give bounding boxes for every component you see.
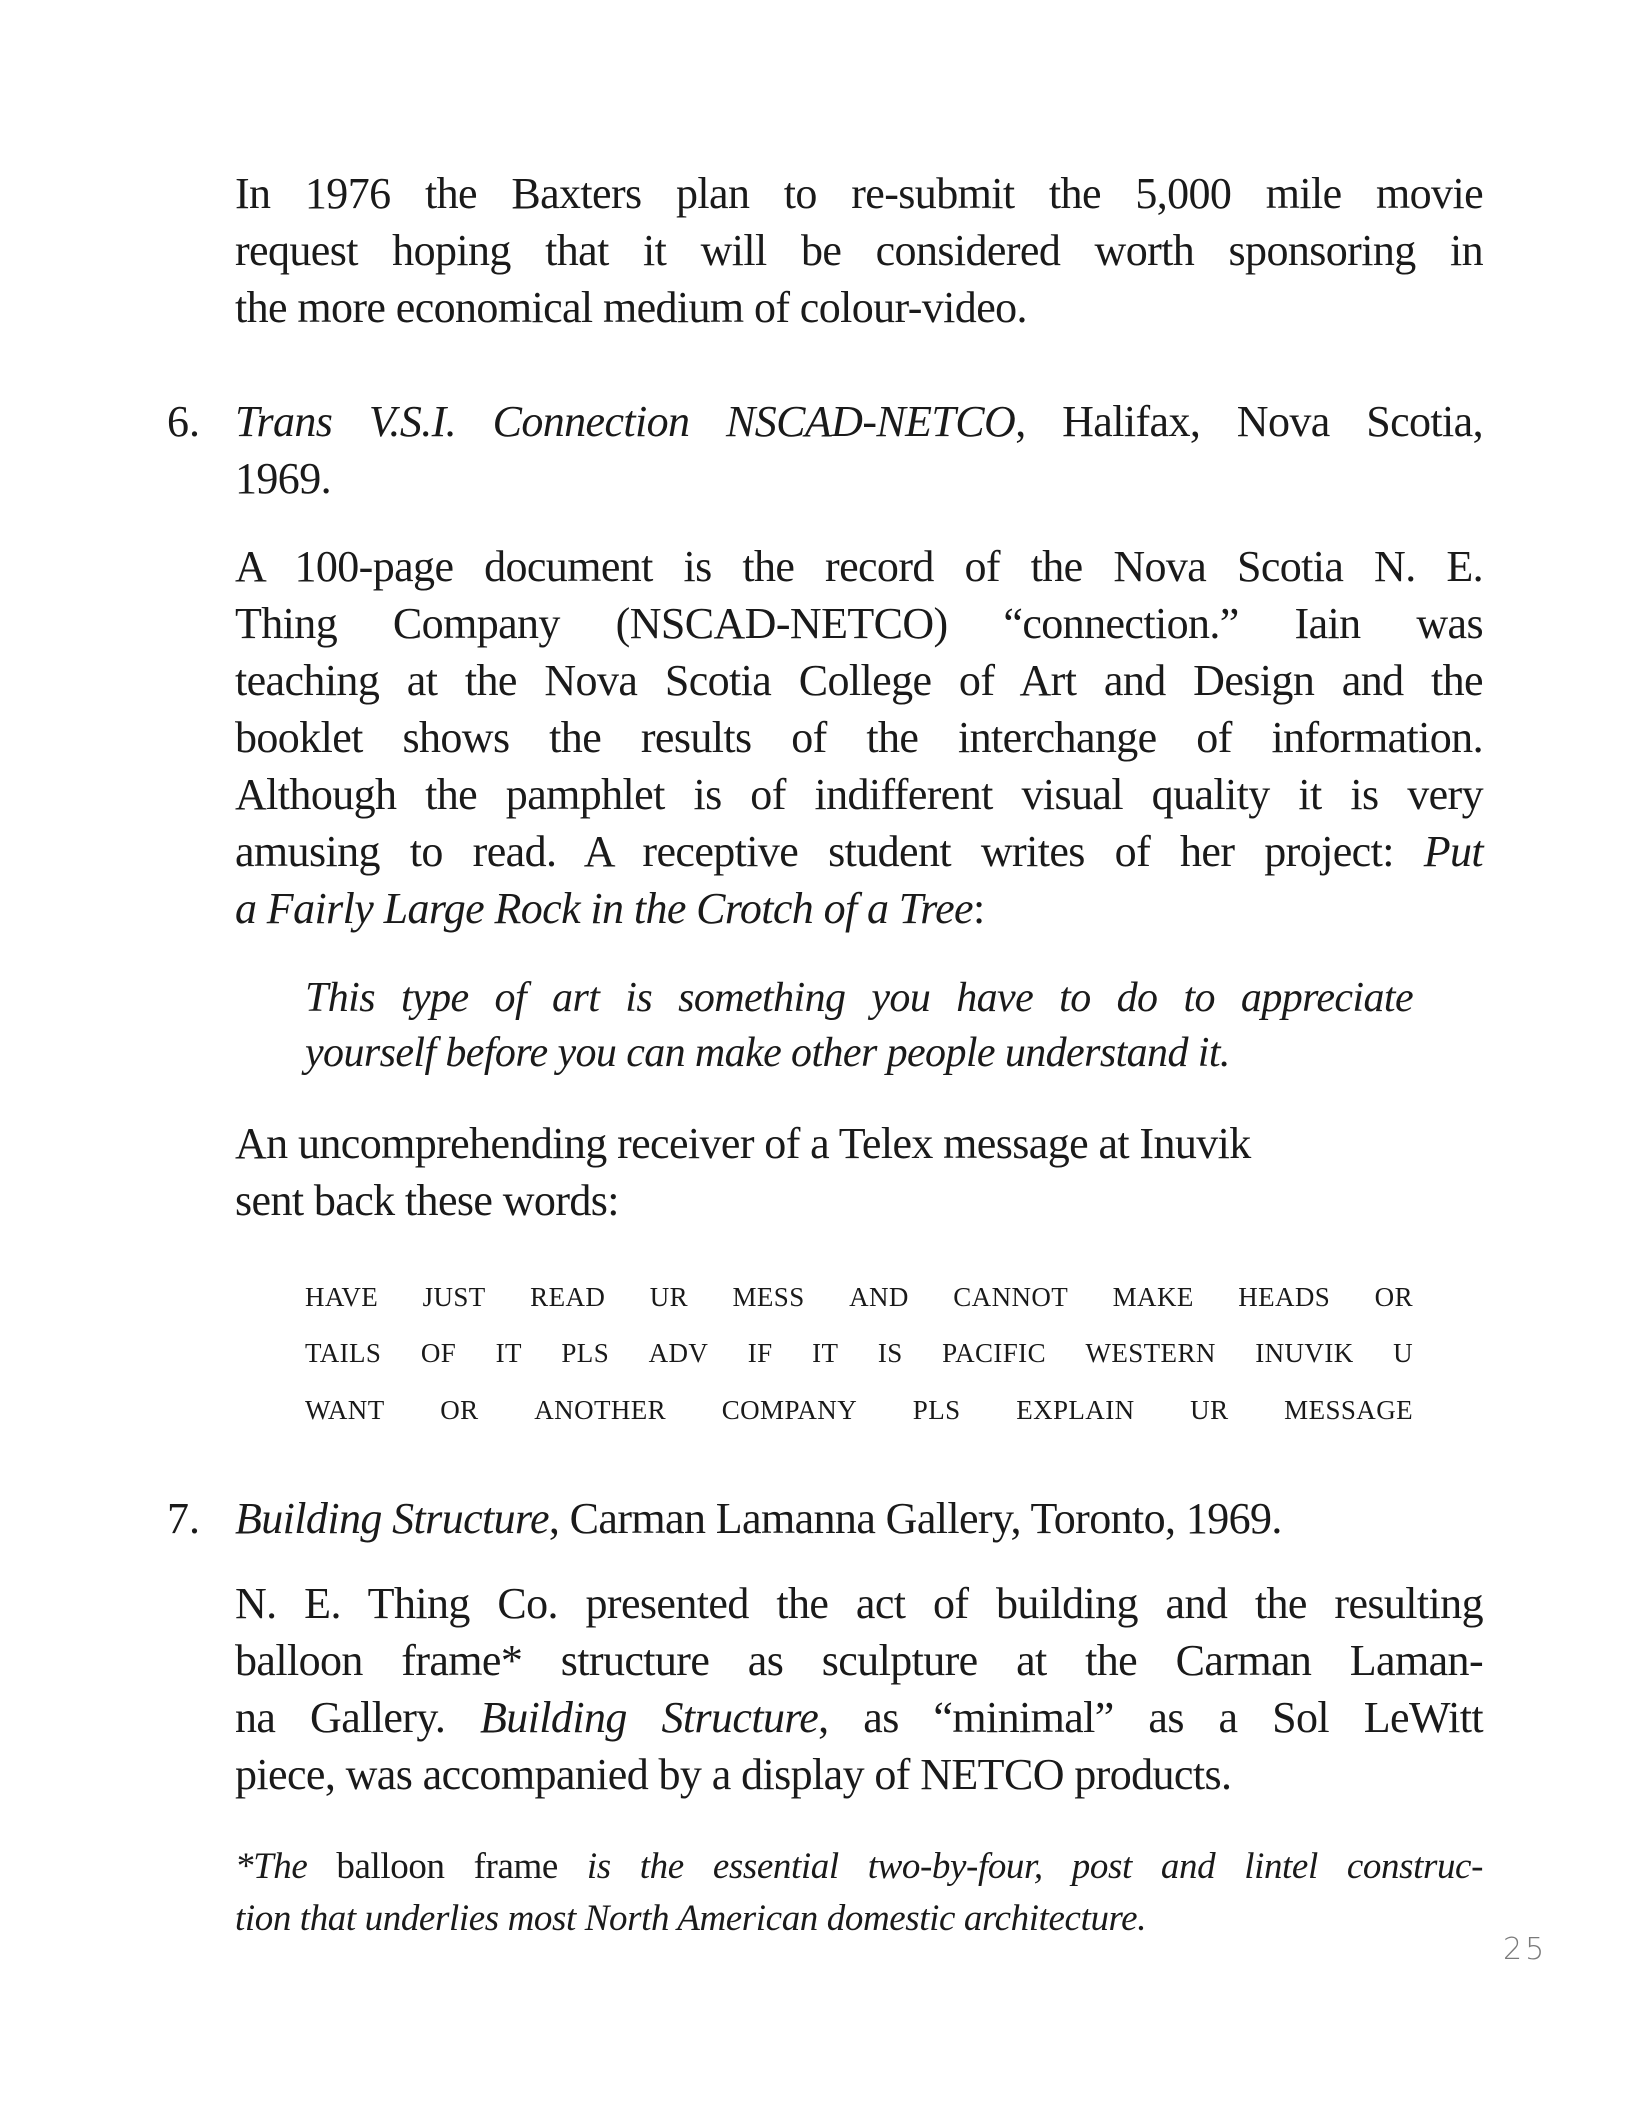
text-line xyxy=(235,1693,1483,1742)
item-number: 7. xyxy=(167,1494,200,1543)
text-span: na Gallery. xyxy=(235,1693,480,1742)
text-line: Although the pamphlet is of indifferent visual quality it is very xyxy=(235,770,1483,819)
artwork-title-italic: a Fairly Large Rock in the Crotch of a Tree xyxy=(235,884,973,933)
text-line: piece, was accompanied by a display of NETCO products. xyxy=(235,1750,1232,1799)
item-title-italic: Trans V.S.I. Connection NSCAD-NETCO xyxy=(235,397,1016,446)
text-line: N. E. Thing Co. presented the act of building and the resulting xyxy=(235,1579,1483,1628)
artwork-title-italic: Put xyxy=(1423,827,1483,876)
text-line: teaching at the Nova Scotia College of Art and Design and the xyxy=(235,656,1483,705)
item-title xyxy=(235,1494,1483,1543)
item-title-location: , Carman Lamanna Gallery, Toronto, 1969. xyxy=(548,1494,1282,1543)
text-line xyxy=(235,884,1483,933)
footnote-term: balloon frame xyxy=(307,1846,587,1887)
item-title-location: , Halifax, Nova Scotia, xyxy=(1015,397,1483,446)
footnote-marker: *The xyxy=(235,1846,308,1887)
telex-line: have just read ur mess and cannot make heads or xyxy=(305,1273,1413,1315)
telex-line: want or another company pls explain ur message xyxy=(305,1386,1413,1428)
text-line: Thing Company (NSCAD-NETCO) “connection.” Iain was xyxy=(235,599,1483,648)
text-line: balloon frame* structure as sculpture at the Carman Laman- xyxy=(235,1636,1483,1685)
item-number: 6. xyxy=(167,397,200,446)
quote-line: This type of art is something you have to do to appreciate xyxy=(305,975,1413,1021)
text-line: sent back these words: xyxy=(235,1176,619,1225)
item-title-italic: Building Structure xyxy=(235,1494,549,1543)
text-line xyxy=(235,827,1483,876)
text-line: booklet shows the results of the interchange of information. xyxy=(235,713,1483,762)
item-title xyxy=(235,397,1483,446)
text-span: amusing to read. A receptive student writes of her project: xyxy=(235,827,1424,876)
artwork-title-italic: Building Structure xyxy=(480,1693,819,1742)
text-line: A 100-page document is the record of the Nova Scotia N. E. xyxy=(235,542,1483,591)
footnote-line: tion that underlies most North American domestic architecture. xyxy=(235,1898,1147,1939)
text-line: An uncomprehending receiver of a Telex message at Inuvik xyxy=(235,1119,1251,1168)
text-span: , as “minimal” as a Sol LeWitt xyxy=(818,1693,1483,1742)
text-span: : xyxy=(973,884,985,933)
page-number: 25 xyxy=(1503,1932,1548,1967)
quote-line: yourself before you can make other people understand it. xyxy=(305,1030,1230,1076)
text-line: In 1976 the Baxters plan to re-submit the 5,000 mile movie xyxy=(235,169,1483,218)
footnote-line xyxy=(235,1848,1483,1885)
item-title-year: 1969. xyxy=(235,454,332,503)
telex-line: tails of it pls adv if it is pacific western inuvik u xyxy=(305,1329,1413,1371)
text-line: request hoping that it will be considered worth sponsoring in xyxy=(235,226,1483,275)
text-line: the more economical medium of colour-video. xyxy=(235,283,1027,332)
footnote-text: is the essential two-by-four, post and lintel construc- xyxy=(586,1846,1483,1887)
